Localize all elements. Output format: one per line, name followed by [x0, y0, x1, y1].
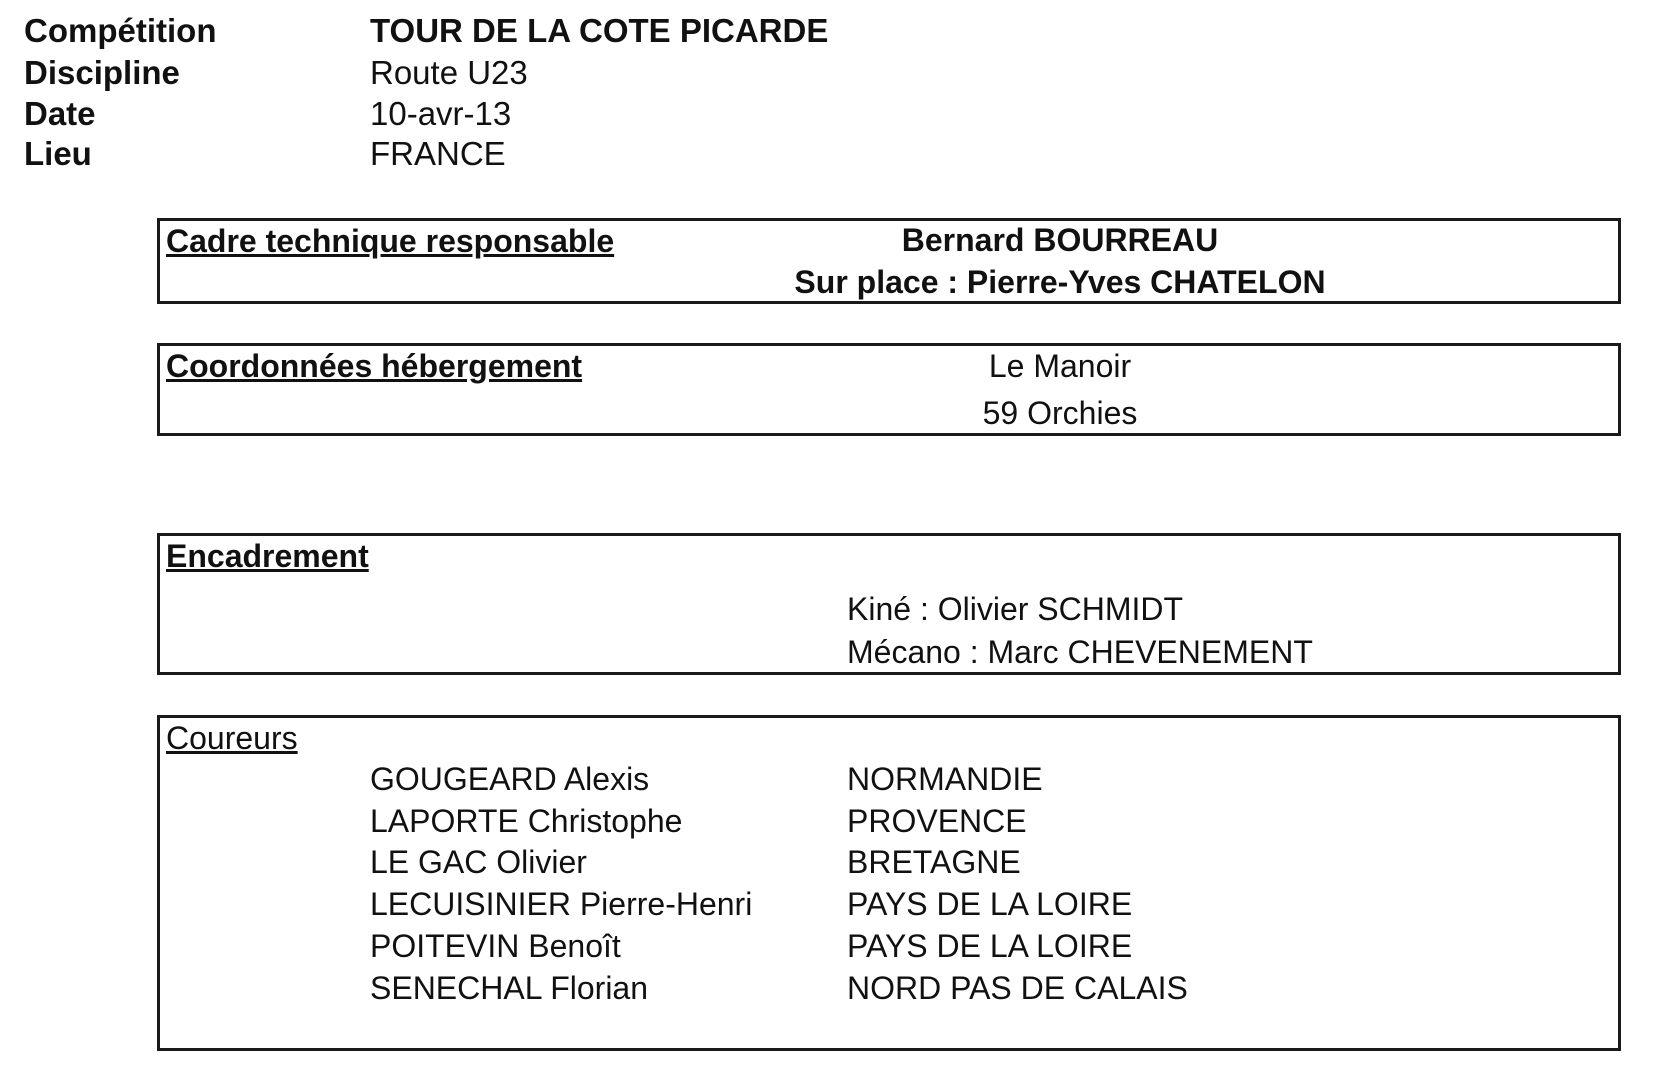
- cadre-sur-place: Sur place : Pierre-Yves CHATELON: [794, 264, 1326, 300]
- rider-name: SENECHAL Florian: [370, 970, 649, 1006]
- cadre-technique-title: Cadre technique responsable: [166, 223, 615, 259]
- rider-region: NORMANDIE: [847, 761, 1043, 797]
- rider-name: POITEVIN Benoît: [370, 928, 621, 964]
- hebergement-address: 59 Orchies: [982, 395, 1138, 431]
- competition-label: Compétition: [24, 12, 217, 49]
- rider-region: NORD PAS DE CALAIS: [847, 970, 1188, 1006]
- encadrement-mecano: Mécano : Marc CHEVENEMENT: [847, 634, 1313, 670]
- rider-name: GOUGEARD Alexis: [370, 761, 650, 797]
- cadre-responsable-name: Bernard BOURREAU: [901, 222, 1219, 258]
- coureurs-title: Coureurs: [166, 720, 298, 756]
- lieu-label: Lieu: [24, 135, 92, 172]
- cadre-technique-box: [157, 218, 1621, 304]
- encadrement-title: Encadrement: [166, 538, 369, 574]
- encadrement-box: [157, 533, 1621, 675]
- hebergement-title: Coordonnées hébergement: [166, 348, 583, 384]
- rider-region: PROVENCE: [847, 803, 1027, 839]
- date-label: Date: [24, 95, 96, 132]
- date-value: 10-avr-13: [370, 95, 512, 132]
- hebergement-name: Le Manoir: [988, 348, 1132, 384]
- competition-value: TOUR DE LA COTE PICARDE: [370, 12, 829, 49]
- rider-region: PAYS DE LA LOIRE: [847, 886, 1133, 922]
- encadrement-kine: Kiné : Olivier SCHMIDT: [847, 591, 1184, 627]
- rider-region: BRETAGNE: [847, 844, 1021, 880]
- discipline-value: Route U23: [370, 54, 528, 91]
- rider-name: LE GAC Olivier: [370, 844, 587, 880]
- discipline-label: Discipline: [24, 54, 180, 91]
- rider-name: LECUISINIER Pierre-Henri: [370, 886, 753, 922]
- rider-region: PAYS DE LA LOIRE: [847, 928, 1133, 964]
- hebergement-box: [157, 343, 1621, 436]
- rider-name: LAPORTE Christophe: [370, 803, 683, 839]
- coureurs-box: [157, 715, 1621, 1051]
- lieu-value: FRANCE: [370, 135, 506, 172]
